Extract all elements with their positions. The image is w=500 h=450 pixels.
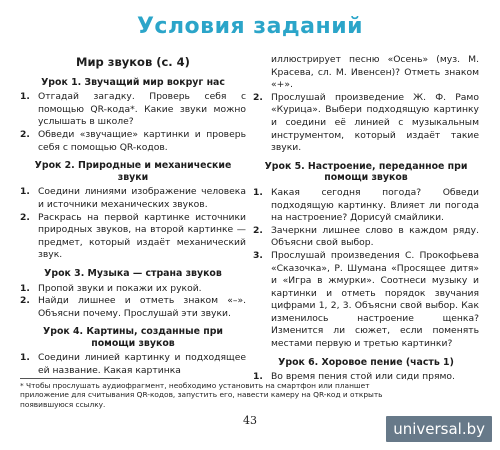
section-title: Мир звуков (с. 4) bbox=[76, 55, 190, 69]
footnote: * Чтобы прослушать аудиофрагмент, необходимо установить на смартфон или планшет приложение для считывания QR-кодов, запустить его, навести камеру на QR-код и открыть появившуюся ссылку. bbox=[20, 381, 383, 409]
left-column bbox=[20, 56, 246, 378]
lesson-heading: Урок 3. Музыка — страна звуков bbox=[44, 267, 222, 279]
task-item: 1. Соедини линией картинку и подходящее ей название. Какая картинка bbox=[20, 352, 246, 377]
task-item: 2. Раскрась на первой картинке источники природных звуков, на второй картинке — предмет, который издаёт механический звук. bbox=[20, 211, 246, 261]
page-title: Условия заданий bbox=[136, 14, 364, 39]
lesson-heading: Урок 1. Звучащий мир вокруг нас bbox=[41, 76, 225, 88]
task-item: 1. Какая сегодня погода? Обведи подходящую картинку. Влияет ли погода на настроение? Дорисуй смайлики. bbox=[253, 186, 479, 224]
task-item: 2. Найди лишнее и отметь знаком «–». Объясни почему. Прослушай эти звуки. bbox=[20, 295, 246, 319]
task-item: 1. Отгадай загадку. Проверь себя с помощью QR-кода*. Какие звуки можно услышать в школе? bbox=[20, 91, 246, 128]
task-item: 2. Прослушай произведение Ж. Ф. Рамо «Курица». Выбери подходящую картинку и соедини её линией с музыкальным инструментом, который издаёт такие звуки. bbox=[253, 91, 479, 154]
task-item: 1. Соедини линиями изображение человека и источники механических звуков. bbox=[20, 186, 246, 210]
task-item: 2. Зачеркни лишнее слово в каждом ряду. Объясни свой выбор. bbox=[253, 224, 479, 249]
task-item: 1. Пропой звуки и покажи их рукой. bbox=[20, 282, 202, 294]
task-continuation: иллюстрирует песню «Осень» (муз. М. Красева, сл. М. Ивенсен)? Отметь знаком «+». bbox=[271, 54, 479, 91]
watermark: universal.by bbox=[386, 416, 492, 442]
footnote-divider bbox=[20, 378, 120, 379]
lesson-heading: Урок 4. Картины, созданные при помощи звуков bbox=[43, 326, 223, 349]
right-column bbox=[253, 54, 479, 384]
task-item: 1. Во время пения стой или сиди прямо. bbox=[253, 371, 455, 383]
task-item: 2. Обведи «звучащие» картинки и проверь себя с помощью QR-кодов. bbox=[20, 128, 246, 153]
lesson-heading: Урок 6. Хоровое пение (часть 1) bbox=[278, 356, 454, 368]
task-item: 3. Прослушай произведения С. Прокофьева «Сказочка», Р. Шумана «Просящее дитя» и «Игра в жмурки». Соотнеси музыку и картинки и отметь порядок звучания цифрами 1, 2, 3. Объясни свой выбор. Как изменилось настроение щенка? Изменится ли сюжет, если поменять местами первую и третью картинки? bbox=[253, 249, 479, 350]
page-number: 43 bbox=[243, 414, 257, 427]
lesson-heading: Урок 2. Природные и механические звуки bbox=[34, 160, 232, 183]
lesson-heading: Урок 5. Настроение, переданное при помощи звуков bbox=[264, 160, 468, 184]
